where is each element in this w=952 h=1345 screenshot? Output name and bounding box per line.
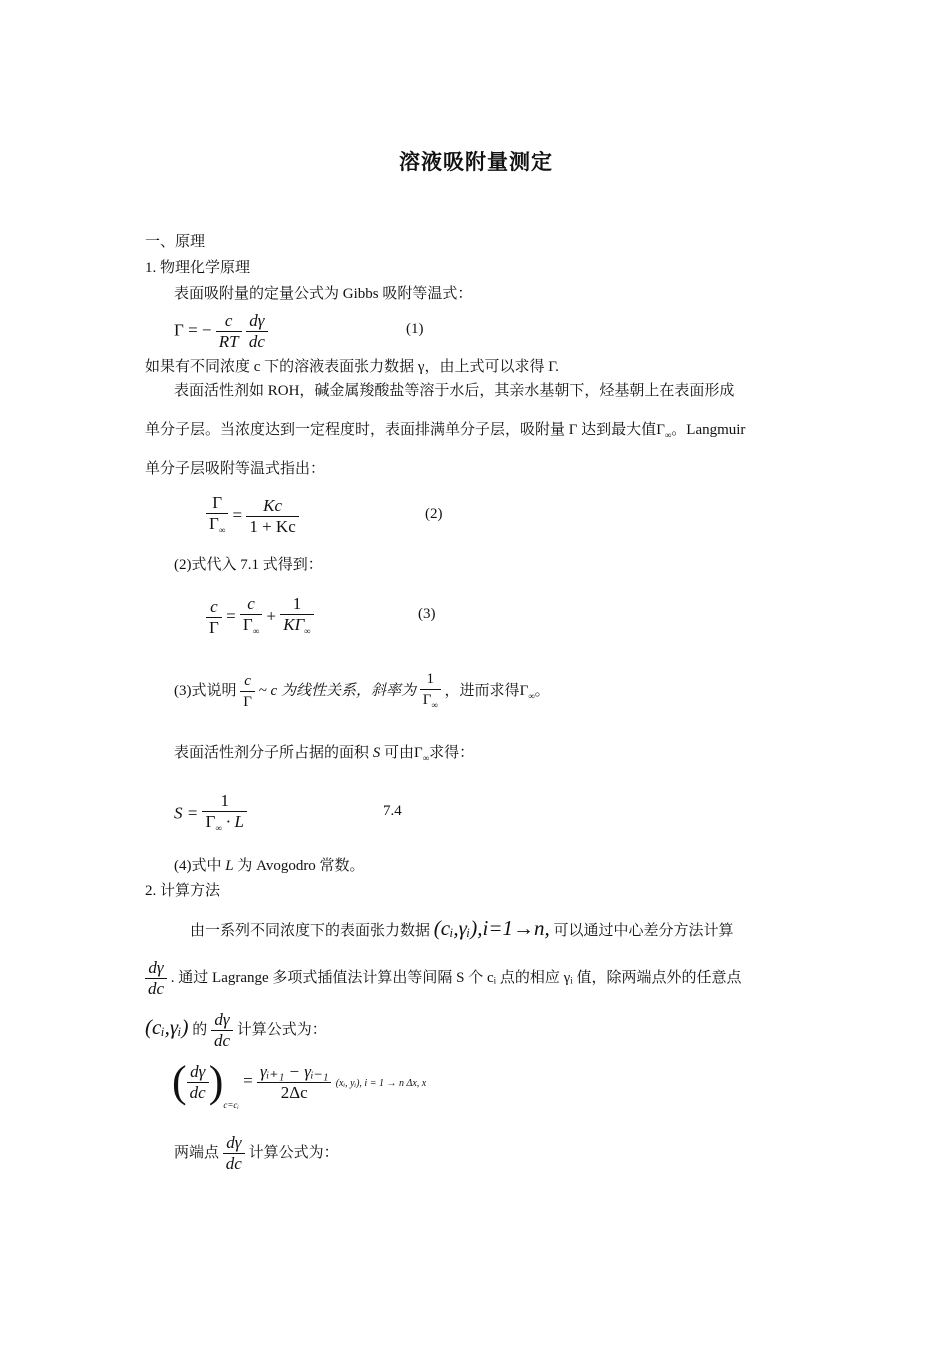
fraction-denominator [280,614,313,641]
paragraph [174,856,365,876]
subscript: ∞ [252,626,260,636]
symbol: S [372,745,381,761]
symbol: Γ [422,691,432,708]
text: ，进而求得 [444,683,520,699]
subscript: ∞ [215,823,222,833]
paragraph [145,420,745,445]
data-notation: (cᵢ,γᵢ),i=1→n, [433,916,550,940]
paragraph [190,918,734,941]
paragraph: 单分子层吸附等温式指出： [145,461,326,477]
paragraph [174,668,550,719]
equation-langmuir [206,493,299,540]
symbol: Γ [205,812,216,831]
fraction-numerator: dγ [249,311,265,330]
fraction-denominator: dc [246,331,268,352]
fraction [257,1062,332,1103]
equation-area [174,791,247,838]
text: ~ c 为线性关系，斜率为 [258,683,416,699]
fraction-denominator: RT [216,331,242,352]
fraction-denominator: dc [211,1030,233,1051]
subsection-heading: 2. 计算方法 [145,883,221,899]
fraction [240,671,255,712]
fraction-numerator: c [244,673,251,690]
fraction [206,493,228,540]
text: 两端点 [174,1145,220,1161]
fraction-denominator: dc [187,1082,209,1103]
fraction-numerator: 1 [220,791,229,810]
fraction-denominator [240,614,262,641]
fraction [145,958,167,999]
subscript: ∞ [664,430,672,440]
paragraph [174,1130,339,1176]
fraction-denominator [420,689,441,715]
text: (3)式说明 [174,683,237,699]
paragraph: 表面活性剂如 ROH，碱金属羧酸盐等溶于水后，其亲水基朝下，烃基朝上在表面形成 [174,383,735,399]
text: . 通过 Lagrange 多项式插值法计算出等间隔 S 个 cᵢ 点的相应 γᵢ 值，除两端点外的任意点 [170,970,742,986]
equals-sign: = [226,606,236,626]
equation-annotation: (xᵢ, yᵢ), i = 1 → n Δx, x [335,1077,427,1089]
paragraph [145,1004,327,1053]
fraction-numerator: 1 [426,670,434,687]
subscript: ∞ [431,699,438,710]
fraction [206,597,222,638]
text: 单分子层。当浓度达到一定程度时，表面排满单分子层，吸附量 Γ 达到最大值 [145,422,657,438]
fraction-numerator: c [210,597,218,616]
text: 计算公式为： [236,1022,327,1038]
subsection-heading: 1. 物理化学原理 [145,260,251,276]
fraction [246,311,268,352]
symbol: Γ [242,615,253,634]
equation-number: (1) [406,321,424,337]
text: 为 Avogodro 常数。 [233,858,365,874]
text: 可由 [380,745,415,761]
fraction [240,594,262,641]
fraction-numerator: c [224,311,233,330]
paragraph [174,743,474,768]
fraction-denominator: Γ [206,617,222,638]
subscript: ∞ [304,626,311,636]
text: 求得： [429,745,475,761]
equation-linear-form [206,594,314,641]
fraction-denominator: 1 + Kc [246,516,298,537]
fraction [246,496,298,537]
fraction-denominator: 2Δc [257,1082,332,1103]
text: 。Langmuir [671,422,746,438]
left-paren: ( [172,1057,187,1106]
paragraph: 如果有不同浓度 c 下的溶液表面张力数据 γ，由上式可以求得 Γ. [145,359,559,375]
paragraph: 表面吸附量的定量公式为 Gibbs 吸附等温式： [174,286,473,302]
fraction-denominator [206,513,228,540]
fraction [216,311,242,352]
paragraph: (2)式代入 7.1 式得到： [174,557,323,573]
fraction-numerator: Kc [263,496,282,515]
fraction-numerator: dγ [190,1061,206,1081]
equation-lhs: Γ = − [174,320,212,340]
text: 。 [534,683,550,699]
fraction [187,1062,209,1103]
text: 的 [192,1022,208,1038]
symbol: · L [221,812,244,831]
subscript: ∞ [218,525,226,535]
text: (4)式中 [174,858,226,874]
fraction-numerator: dγ [214,1010,230,1030]
section-heading: 一、原理 [145,234,206,250]
text: 计算公式为： [248,1145,339,1161]
fraction-numerator: Γ [212,493,223,512]
symbol: L [225,858,234,874]
paragraph [145,955,741,1001]
fraction-denominator: Γ [240,691,255,712]
fraction-denominator [202,811,246,838]
fraction [420,669,441,715]
text: 由一系列不同浓度下的表面张力数据 [190,923,431,939]
fraction-numerator: c [247,594,255,613]
equation-gibbs [174,311,268,352]
fraction-numerator: dγ [148,958,164,978]
symbol: Γ [209,514,219,533]
symbol: Γ [414,745,423,761]
equation-number: (3) [418,606,436,622]
symbol: KΓ [283,615,305,634]
subscript: ∞ [528,691,535,701]
fraction [211,1010,233,1051]
fraction [223,1133,245,1174]
fraction-denominator: dc [145,978,167,999]
equation-lhs: S = [174,803,199,823]
symbol: Γ [656,422,665,438]
fraction [280,594,313,641]
fraction-numerator: 1 [292,594,302,613]
symbol: Γ [519,683,529,699]
equation-number: 7.4 [383,803,402,819]
equals-sign: = [232,505,243,525]
fraction-numerator: dγ [226,1133,242,1153]
equals-sign: = [243,1070,253,1090]
equation-central-difference [172,1057,427,1110]
subscript: ∞ [422,753,430,763]
data-notation: (cᵢ,γᵢ) [145,1015,189,1039]
equation-number: (2) [425,506,443,522]
fraction-numerator: γᵢ₊₁ − γᵢ₋₁ [259,1061,329,1081]
page-title: 溶液吸附量测定 [399,150,553,174]
plus-sign: + [266,606,277,626]
fraction-denominator: dc [223,1153,245,1174]
text: 表面活性剂分子所占据的面积 [174,745,373,761]
right-paren: ) [208,1057,224,1106]
fraction [202,791,246,838]
subscript: c=cᵢ [223,1099,239,1110]
text: 可以通过中心差分方法计算 [553,923,734,939]
